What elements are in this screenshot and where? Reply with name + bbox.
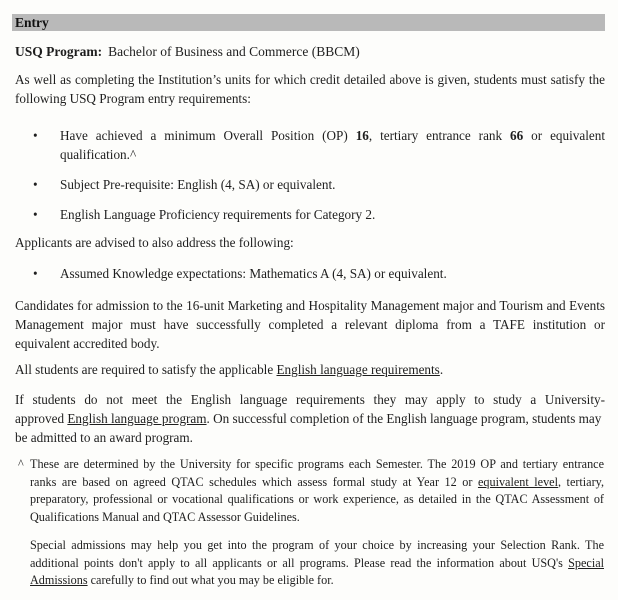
rank-text: , tertiary entrance rank	[368, 128, 503, 143]
special-line-1: Special admissions may help you get into the program of your choice by increasing your Selection Rank. The	[30, 538, 604, 552]
if-students-paragraph	[15, 390, 605, 447]
program-value: Bachelor of Business and Commerce (BBCM)	[108, 44, 360, 59]
footnote-marker: ^	[18, 457, 24, 471]
op-text: Have achieved a minimum Overall Position (OP)	[60, 128, 348, 143]
all-students-text: All students are required to satisfy the applicable	[15, 362, 274, 377]
special-line-3	[30, 572, 604, 590]
requirement-prereq-text: Subject Pre-requisite: English (4, SA) or equivalent.	[60, 177, 336, 192]
footnote-tertiary-text: , tertiary,	[557, 474, 604, 489]
english-program-link[interactable]: English language program	[67, 411, 207, 426]
special-admissions-paragraph	[30, 537, 604, 590]
footnote-line-3: preparatory, professional or vocational qualifications or work experience, as detailed in the QTAC Assessment of	[30, 492, 604, 506]
bullet-icon: •	[33, 177, 38, 192]
rank-value: 66	[510, 128, 524, 143]
special-admissions-link-part-2[interactable]: Admissions	[30, 573, 88, 587]
footnote-line-4: Qualifications Manual and QTAC Assessor Guidelines.	[30, 509, 300, 524]
advised-knowledge-text: Assumed Knowledge expectations: Mathematics A (4, SA) or equivalent.	[60, 266, 447, 281]
special-line-2	[30, 555, 604, 573]
section-header-bar	[12, 14, 605, 31]
completion-text: . On successful completion of the English language program, students may	[206, 411, 602, 426]
equivalent-level-link[interactable]: equivalent level	[477, 474, 558, 489]
equivalent-text: or equivalent	[531, 128, 605, 143]
advised-text: Applicants are advised to also address the following:	[15, 235, 294, 250]
period: .	[439, 362, 444, 377]
candidates-paragraph	[15, 296, 605, 353]
footnote-ranks-text: ranks are based on agreed QTAC schedules which assess formal study at Year 12 or	[30, 474, 473, 489]
if-students-line-3: be admitted to an award program.	[15, 430, 193, 445]
program-line	[15, 42, 605, 61]
candidates-line-3: equivalent accredited body.	[15, 336, 160, 351]
intro-paragraph	[15, 70, 605, 108]
all-students-paragraph	[15, 360, 605, 379]
section-title: Entry	[15, 15, 49, 30]
if-students-line-1: If students do not meet the English language requirements they may apply to study a University-	[15, 392, 605, 407]
if-students-line-2	[15, 409, 605, 428]
footnote-line-2	[30, 474, 604, 492]
candidates-line-1: Candidates for admission to the 16-unit Marketing and Hospitality Management major and Tourism and Events	[15, 298, 605, 313]
english-requirements-link[interactable]: English language requirements	[276, 362, 440, 377]
program-label: USQ Program:	[15, 44, 103, 59]
intro-line-1: As well as completing the Institution’s units for which credit detailed above is given, students must satisfy the	[15, 72, 605, 87]
bullet-icon: •	[33, 266, 38, 281]
intro-line-2: following USQ Program entry requirements:	[15, 91, 251, 106]
special-admissions-link-part-1[interactable]: Special	[568, 555, 604, 570]
footnote-line-1: These are determined by the University for specific programs each Semester. The 2019 OP and tertiary entrance	[30, 457, 604, 471]
requirement-op-line-1	[60, 126, 605, 145]
bullet-icon: •	[33, 207, 38, 222]
special-info-text: additional points don't apply to all applicants or all programs. Please read the information about USQ's	[30, 555, 563, 570]
requirement-english-text: English Language Proficiency requirements for Category 2.	[60, 207, 376, 222]
candidates-line-2: Management major must have successfully completed a relevant diploma from a TAFE institution or	[15, 317, 605, 332]
bullet-icon: •	[33, 128, 38, 143]
eligibility-text: carefully to find out what you may be eligible for.	[90, 573, 334, 587]
requirement-op-line-2: qualification.^	[60, 147, 137, 162]
op-value: 16	[355, 128, 369, 143]
approved-text: approved	[15, 411, 65, 426]
